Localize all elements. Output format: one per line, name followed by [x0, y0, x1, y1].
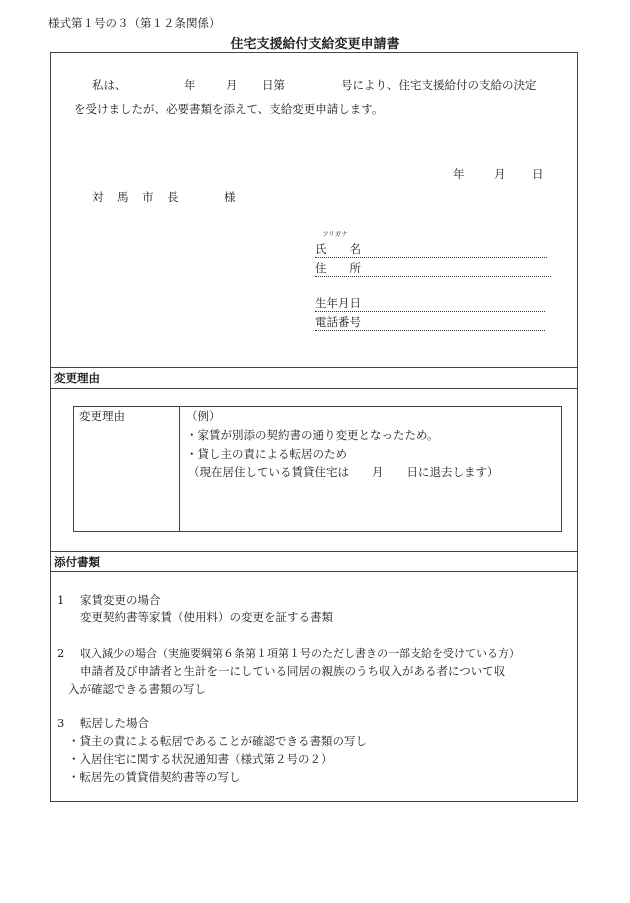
statement-day-no: 日第	[262, 78, 285, 92]
statement-rest: 号により、住宅支援給付の支給の決定	[341, 78, 537, 92]
divider	[50, 388, 578, 389]
statement-year: 年	[184, 78, 196, 92]
birthdate-label: 生年月日	[315, 296, 361, 310]
example-3: （現在居住している賃貸住宅は 月 日に退去します）	[188, 465, 499, 479]
statement-lead: 私は、	[92, 78, 127, 92]
item1-heading: 家賃変更の場合	[80, 593, 161, 607]
item2-number: 2	[57, 646, 65, 660]
item3-heading: 転居した場合	[80, 716, 149, 730]
address-field[interactable]	[315, 276, 551, 277]
change-reason-label: 変更理由	[79, 409, 125, 423]
name-label: 氏 名	[315, 242, 361, 256]
item2-detail-1: 申請者及び申請者と生計を一にしている同居の親族のうち収入がある者について収	[80, 664, 506, 678]
item2-detail-2: 入が確認できる書類の写し	[68, 682, 206, 696]
item1-detail: 変更契約書等家賃（使用料）の変更を証する書類	[80, 610, 333, 624]
date-month: 月	[494, 167, 506, 181]
example-1: ・家賃が別添の契約書の通り変更となったため。	[186, 428, 439, 442]
divider	[50, 367, 578, 368]
form-number: 様式第１号の３（第１２条関係）	[48, 16, 221, 30]
example-2: ・貸し主の責による転居のため	[186, 447, 347, 461]
item3-number: 3	[57, 716, 65, 730]
date-day: 日	[532, 167, 544, 181]
document-title: 住宅支援給付支給変更申請書	[230, 37, 400, 52]
item3-bullet-3: ・転居先の賃貸借契約書等の写し	[68, 770, 241, 784]
addressee-sama: 様	[224, 190, 236, 204]
divider	[50, 551, 578, 552]
birthdate-field[interactable]	[315, 311, 545, 312]
name-field[interactable]	[315, 257, 547, 258]
statement-line2: を受けましたが、必要書類を添えて、支給変更申請します。	[74, 102, 384, 116]
table-divider	[179, 406, 180, 532]
item2-heading: 収入減少の場合（実施要綱第６条第１項第１号のただし書きの一部支給を受けている方）	[80, 647, 520, 660]
example-heading: （例）	[186, 409, 221, 423]
statement-month: 月	[226, 78, 238, 92]
addressee-mayor: 対 馬 市 長	[92, 190, 180, 204]
attachments-heading: 添付書類	[54, 555, 100, 569]
phone-field[interactable]	[315, 330, 545, 331]
phone-label: 電話番号	[315, 315, 361, 329]
item1-number: 1	[57, 593, 65, 607]
item3-bullet-1: ・貸主の責による転居であることが確認できる書類の写し	[68, 734, 367, 748]
divider	[50, 571, 578, 572]
change-reason-heading: 変更理由	[54, 371, 100, 385]
furigana-label: フリガナ	[322, 230, 348, 238]
item3-bullet-2: ・入居住宅に関する状況通知書（様式第２号の２）	[68, 752, 333, 766]
date-year: 年	[453, 167, 465, 181]
address-label: 住 所	[315, 261, 361, 275]
